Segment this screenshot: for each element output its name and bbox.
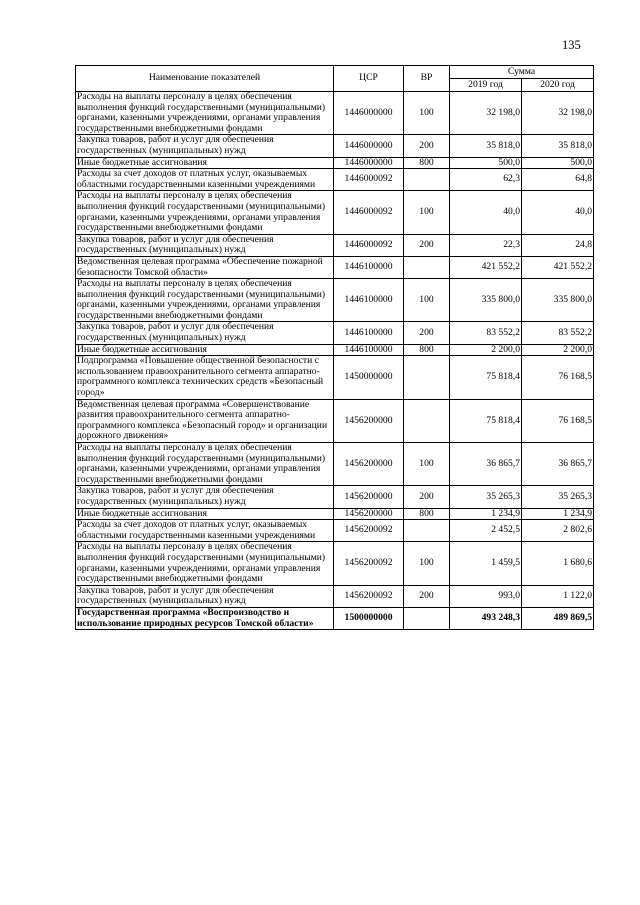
row-sum-2019: 993,0 [450,585,522,607]
table-body [76,92,594,630]
row-vr [404,169,450,191]
row-name: Расходы на выплаты персоналу в целях обеспечения выполнения функций государственными (муниципальными) органами, казенными учреждениями, органами управления государственными внебюджетными фондами [76,542,334,585]
row-csr: 1456200092 [334,542,404,585]
row-name: Иные бюджетные ассигнования [76,508,334,520]
row-name: Иные бюджетные ассигнования [76,157,334,169]
row-csr: 1446000092 [334,234,404,256]
row-sum-2019: 22,3 [450,234,522,256]
row-name: Расходы за счет доходов от платных услуг, оказываемых областными государственными казенными учреждениями [76,520,334,542]
row-name: Расходы на выплаты персоналу в целях обеспечения выполнения функций государственными (муниципальными) органами, казенными учреждениями, органами управления государственными внебюджетными фондами [76,443,334,486]
header-year-2019: 2019 год [450,79,522,92]
row-sum-2019: 1 459,5 [450,542,522,585]
header-name: Наименование показателей [76,66,334,92]
budget-table [75,65,594,630]
row-vr: 200 [404,135,450,157]
row-vr: 100 [404,542,450,585]
row-vr [404,399,450,442]
row-sum-2020: 35 818,0 [522,135,594,157]
row-csr: 1446100000 [334,322,404,344]
header-year-2020: 2020 год [522,79,594,92]
row-csr: 1450000000 [334,356,404,399]
row-sum-2019: 83 552,2 [450,322,522,344]
table-row [76,157,594,169]
row-vr: 100 [404,191,450,234]
table-row [76,520,594,542]
row-sum-2020: 76 168,5 [522,356,594,399]
row-sum-2019: 500,0 [450,157,522,169]
row-sum-2020: 2 802,6 [522,520,594,542]
row-vr: 800 [404,508,450,520]
row-csr: 1456200092 [334,520,404,542]
table-row [76,607,594,629]
row-sum-2020: 421 552,2 [522,256,594,278]
row-csr: 1446000000 [334,92,404,135]
row-sum-2019: 2 452,5 [450,520,522,542]
row-sum-2019: 2 200,0 [450,344,522,356]
row-sum-2019: 36 865,7 [450,443,522,486]
row-sum-2020: 335 800,0 [522,279,594,322]
row-csr: 1456200092 [334,585,404,607]
table-row [76,279,594,322]
row-name: Ведомственная целевая программа «Совершенствование развития правоохранительного сегмента аппаратно-программного комплекса «Безопасный город» и организации дорожного движения» [76,399,334,442]
row-name: Расходы на выплаты персоналу в целях обеспечения выполнения функций государственными (муниципальными) органами, казенными учреждениями, органами управления государственными внебюджетными фондами [76,191,334,234]
row-sum-2019: 32 198,0 [450,92,522,135]
row-vr: 100 [404,92,450,135]
row-sum-2020: 1 122,0 [522,585,594,607]
table-row [76,256,594,278]
row-sum-2019: 62,3 [450,169,522,191]
header-vr: ВР [404,66,450,92]
row-name: Расходы на выплаты персоналу в целях обеспечения выполнения функций государственными (муниципальными) органами, казенными учреждениями, органами управления государственными внебюджетными фондами [76,92,334,135]
table-row [76,443,594,486]
row-sum-2020: 2 200,0 [522,344,594,356]
row-sum-2020: 35 265,3 [522,486,594,508]
page-number: 135 [562,38,581,52]
row-csr: 1456200000 [334,508,404,520]
row-vr [404,520,450,542]
table-row [76,322,594,344]
row-sum-2019: 75 818,4 [450,356,522,399]
row-name: Расходы на выплаты персоналу в целях обеспечения выполнения функций государственными (муниципальными) органами, казенными учреждениями, органами управления государственными внебюджетными фондами [76,279,334,322]
row-sum-2020: 1 680,6 [522,542,594,585]
row-vr: 200 [404,322,450,344]
row-name: Закупка товаров, работ и услуг для обеспечения государственных (муниципальных) нужд [76,234,334,256]
row-vr: 100 [404,279,450,322]
row-vr: 200 [404,486,450,508]
row-sum-2020: 1 234,9 [522,508,594,520]
row-csr: 1446000000 [334,135,404,157]
row-csr: 1446100000 [334,256,404,278]
table-row [76,169,594,191]
row-sum-2019: 35 818,0 [450,135,522,157]
table-row [76,542,594,585]
table-row [76,356,594,399]
row-name: Закупка товаров, работ и услуг для обеспечения государственных (муниципальных) нужд [76,135,334,157]
row-csr: 1456200000 [334,486,404,508]
row-sum-2019: 335 800,0 [450,279,522,322]
row-csr: 1456200000 [334,399,404,442]
table-row [76,486,594,508]
row-sum-2020: 83 552,2 [522,322,594,344]
row-sum-2019: 35 265,3 [450,486,522,508]
table-row [76,234,594,256]
row-sum-2020: 40,0 [522,191,594,234]
table-row [76,344,594,356]
row-name: Закупка товаров, работ и услуг для обеспечения государственных (муниципальных) нужд [76,322,334,344]
table-row [76,92,594,135]
row-name: Иные бюджетные ассигнования [76,344,334,356]
row-name: Закупка товаров, работ и услуг для обеспечения государственных (муниципальных) нужд [76,585,334,607]
row-name: Ведомственная целевая программа «Обеспечение пожарной безопасности Томской области» [76,256,334,278]
row-sum-2019: 421 552,2 [450,256,522,278]
table-row [76,135,594,157]
table-row [76,585,594,607]
row-csr: 1446100000 [334,279,404,322]
row-sum-2020: 500,0 [522,157,594,169]
row-sum-2020: 36 865,7 [522,443,594,486]
row-csr: 1446000000 [334,157,404,169]
row-csr: 1446100000 [334,344,404,356]
row-vr: 800 [404,344,450,356]
table-row [76,399,594,442]
header-sum: Сумма [450,66,594,79]
row-sum-2020: 76 168,5 [522,399,594,442]
row-sum-2019: 40,0 [450,191,522,234]
row-csr: 1446000092 [334,169,404,191]
row-vr: 100 [404,443,450,486]
row-vr: 800 [404,157,450,169]
row-sum-2019: 75 818,4 [450,399,522,442]
row-vr [404,256,450,278]
row-sum-2019: 493 248,3 [450,607,522,629]
row-vr [404,356,450,399]
row-csr: 1500000000 [334,607,404,629]
table-row [76,508,594,520]
row-vr: 200 [404,234,450,256]
row-sum-2019: 1 234,9 [450,508,522,520]
row-sum-2020: 489 869,5 [522,607,594,629]
table-row [76,191,594,234]
row-csr: 1446000092 [334,191,404,234]
row-name: Подпрограмма «Повышение общественной безопасности с использованием правоохранительного сегмента аппаратно-программного комплекса технических средств «Безопасный город» [76,356,334,399]
row-sum-2020: 64,8 [522,169,594,191]
row-name: Закупка товаров, работ и услуг для обеспечения государственных (муниципальных) нужд [76,486,334,508]
row-csr: 1456200000 [334,443,404,486]
row-name: Расходы за счет доходов от платных услуг, оказываемых областными государственными казенными учреждениями [76,169,334,191]
row-sum-2020: 32 198,0 [522,92,594,135]
row-sum-2020: 24,8 [522,234,594,256]
row-vr [404,607,450,629]
header-csr: ЦСР [334,66,404,92]
row-name: Государственная программа «Воспроизводство и использование природных ресурсов Томской области» [76,607,334,629]
row-vr: 200 [404,585,450,607]
